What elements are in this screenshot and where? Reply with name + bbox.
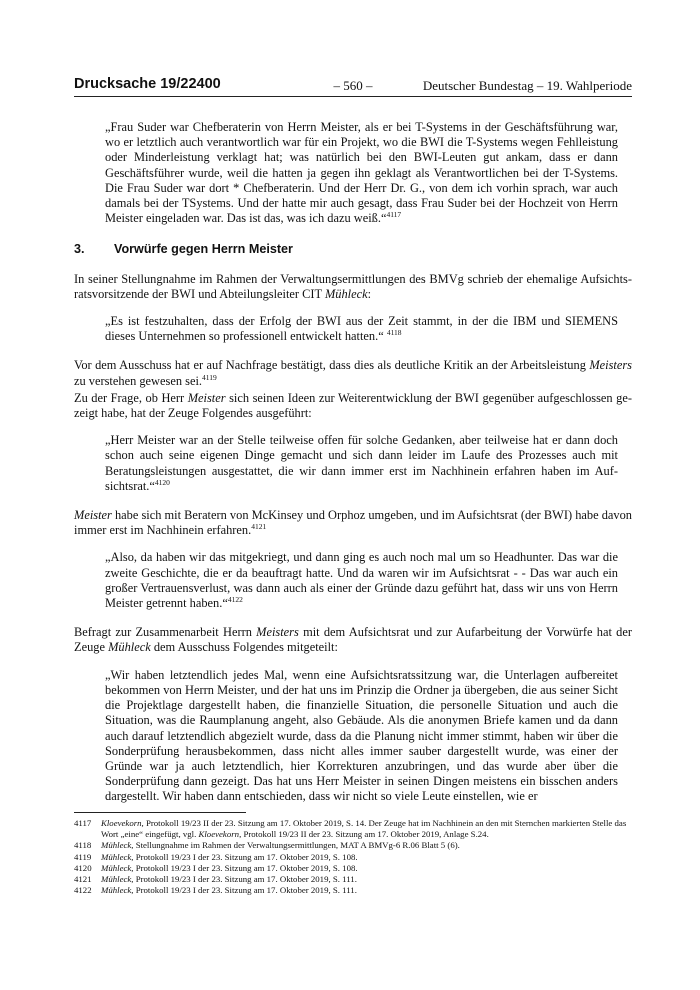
footnote-ref[interactable]: 4120 [154, 477, 170, 487]
paragraph-4: Meister habe sich mit Beratern von McKinsey und Orphoz umgeben, und im Aufsichtsrat (der BWI) habe davon immer erst im Nachhinein erfahren.$^{4121}$ [74, 508, 632, 538]
footnote: 4119 Mühleck, Protokoll 19/23 I der 23. Sitzung am 17. Oktober 2019, S. 108. [74, 851, 358, 862]
paragraph-2: Vor dem Ausschuss hat er auf Nachfrage bestätigt, dass dies als deutliche Kritik an der Arbeitsleistung Meisters zu verstehen gewesen sei.$^{4119}$ [74, 358, 632, 388]
page-header [74, 76, 632, 97]
footnote: 4122 Mühleck, Protokoll 19/23 I der 23. Sitzung am 17. Oktober 2019, S. 111. [74, 885, 357, 896]
footnote-ref[interactable]: 4119 [201, 372, 217, 382]
footnote-ref[interactable]: 4117 [386, 210, 402, 220]
paragraph-5: Befragt zur Zusammenarbeit Herrn Meisters mit dem Aufsichtsrat und zur Aufarbeitung der Vorwürfe hat der Zeuge Mühleck dem Ausschuss Folgendes mitgeteilt: [74, 625, 632, 655]
paragraph-3: Zu der Frage, ob Herr Meister sich seinen Ideen zur Weiterentwicklung der BWI gegenüber aufgeschlossen ge-zeigt habe, hat der Zeuge Folgendes ausgeführt: [74, 390, 632, 421]
section-title: Vorwürfe gegen Herrn Meister [114, 242, 293, 257]
quote-1: „Frau Suder war Chefberaterin von Herrn Meister, als er bei T-Systems in der Geschäftsführung war, wo er letztlich auch verantwortlich war für ein Projekt, wo die BWI die T-Systems wegen Fehlleistung oder Minderleistung verklagt hat; was natürlich bei den BWI-Leuten gut ankam, dass er dann Geschäftsführer wurde, weil die hatten ja gegen ihn geklagt als Verantwortlichen bei der T-Systems. Die Frau Suder war dort * Chefberaterin. Und der Herr Dr. G., von dem ich vorhin sprach, war auch damals bei der TSystems. Und der hatte mir auch gesagt, dass Frau Suder bei der Hochzeit von Herrn Meister eingeladen war. Das ist das, was ich dazu weiß.“$^{4117}$ [105, 120, 618, 226]
document-number: Drucksache 19/22400 [74, 76, 221, 92]
section-heading [74, 242, 632, 257]
quote-2: „Es ist festzuhalten, dass der Erfolg der BWI aus der Zeit stammt, in der die IBM und SIEMENS dieses Unternehmen so professionell entwickelt hatten.“ $^{4118}$ [105, 314, 618, 344]
footnote: 4118 Mühleck, Stellungnahme im Rahmen der Verwaltungsermittlungen, MAT A BMVg-6 R.06 Blatt 5 (6). [74, 840, 460, 851]
quote-4: „Also, da haben wir das mitgekriegt, und dann ging es auch noch mal um so Headhunter. Das war die zweite Geschichte, die er da beauftragt hatte. Und da waren wir im Aufsichtsrat - - Das war auch ein großer Vertrauensverlust, was dann auch als einer der Gründe dazu geführt hat, dass wir uns von Herrn Meister getrennt haben.“$^{4122}$ [105, 550, 618, 611]
footnote-ref[interactable]: 4118 [386, 328, 402, 338]
footnote: 4121 Mühleck, Protokoll 19/23 I der 23. Sitzung am 17. Oktober 2019, S. 111. [74, 874, 357, 885]
paragraph-1: In seiner Stellungnahme im Rahmen der Verwaltungsermittlungen des BMVg schrieb der ehemalige Aufsichts-ratsvorsitzende der BWI und Abteilungsleiter CIT Mühleck: [74, 271, 632, 301]
quote-5: „Wir haben letztendlich jedes Mal, wenn eine Aufsichtsratssitzung war, die Unterlagen aufbereitet bekommen von Herrn Meister, und der hat uns im Prinzip die Ordner ja übergeben, die aus seiner Sicht die Projektlage dargestellt haben, die finanzielle Situation, die personelle Situation und auch die Situation, was die Raumplanung angeht, also Gebäude. Als die anonymen Briefe kamen und da dann auch darauf letztendlich abgezielt wurde, dass da die Planung nicht immer stimmt, haben wir über die Sonderprüfung herausbekommen, dass nicht alles immer sauber dargestellt wurde, was einer der Gründe war ja auch letztendlich, hier Korrekturen anzubringen, und das wurde aber über die Sonderprüfung dann gezeigt. Das hat uns Herr Meister in seinen Dingen meistens ein bisschen anders dargestellt. Wir haben dann entschieden, dass wir nicht so viele Leute einstellen, wie er [105, 667, 618, 804]
footnote-ref[interactable]: 4122 [227, 594, 243, 604]
footnote-divider [74, 812, 246, 813]
body-text [74, 120, 632, 819]
section-number: 3. [74, 242, 85, 257]
footnote-ref[interactable]: 4121 [251, 522, 267, 532]
quote-3: „Herr Meister war an der Stelle teilweise offen für solche Gedanken, aber teilweise hat er dann doch schon auch seine eigenen Dinge gemacht und sich dann leider im Laufe des Prozesses auch mit Beratungsleistungen ausgestattet, die wir dann immer erst im Nachhinein erfahren haben im Auf-sichtsrat.“$^{4120}$ [105, 433, 618, 493]
footnote: 4117 Kloevekorn, Protokoll 19/23 II der 23. Sitzung am 17. Oktober 2019, S. 14. Der Zeuge hat im Nachhinein an den mit Sternchen markierten Stelle das Wort „eine“ eingefügt, vgl. Kloevekorn, Protokoll 19/23 II der 23. Sitzung am 17. Oktober 2019, Anlage S.24. [74, 818, 627, 840]
publisher-title: Deutscher Bundestag – 19. Wahlperiode [422, 78, 632, 93]
footnotes [74, 818, 632, 896]
page-number: – 560 – [333, 78, 373, 93]
footnote: 4120 Mühleck, Protokoll 19/23 I der 23. Sitzung am 17. Oktober 2019, S. 108. [74, 862, 358, 873]
